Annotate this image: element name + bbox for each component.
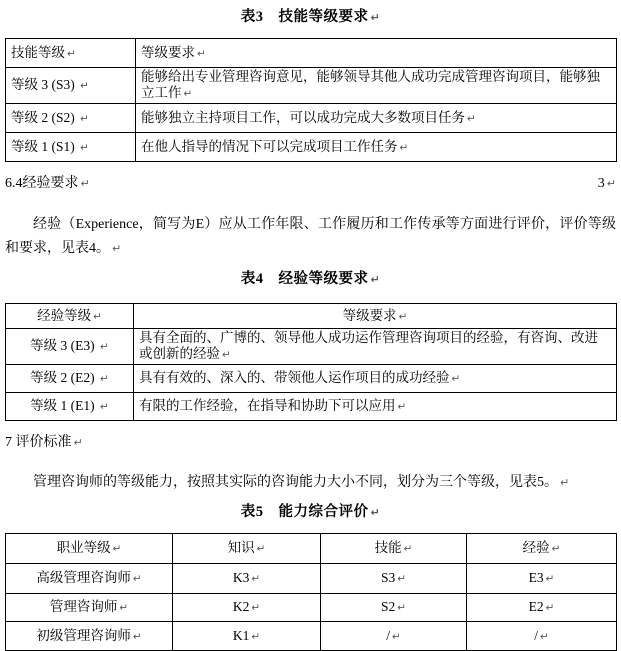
header-cell: 职业等级 ↵ — [6, 534, 173, 564]
experience-level-cell: 等级 3 (E3) ↵ — [6, 329, 134, 365]
skill-grade-cell: S2 ↵ — [321, 594, 467, 622]
skill-grade-cell: / ↵ — [321, 622, 467, 651]
paragraph-mark: ↵ — [73, 436, 83, 449]
paragraph-mark: ↵ — [100, 373, 109, 385]
header-cell: 经验等级 ↵ — [6, 304, 134, 329]
page-number: 3 ↵ — [597, 176, 616, 191]
requirement-cell: 具有全面的、广博的、领导他人成功运作管理咨询项目的经验，有咨询、改进或创新的经验 ↵ — [134, 329, 617, 365]
paragraph-mark: ↵ — [551, 543, 561, 555]
table5-caption-text: 表5 能力综合评价 — [240, 504, 369, 520]
experience-level-table — [5, 303, 617, 421]
header-cell: 知识 ↵ — [173, 534, 321, 564]
section-6-4-paragraph: 经验（Experience，简写为E）应从工作年限、工作履历和工作传承等方面进行评价，评价等级和要求，见表4。 ↵ — [5, 217, 616, 256]
requirement-cell: 在他人指导的情况下可以完成项目工作任务 ↵ — [136, 133, 617, 162]
paragraph-mark: ↵ — [391, 630, 401, 643]
table-row — [6, 329, 617, 365]
paragraph-mark: ↵ — [251, 602, 261, 614]
header-cell: 等级要求 ↵ — [136, 39, 617, 68]
knowledge-grade-cell: K1 ↵ — [173, 622, 321, 651]
header-cell: 经验 ↵ — [467, 534, 617, 564]
paragraph-mark: ↵ — [606, 177, 616, 190]
experience-grade-cell: E3 ↵ — [467, 564, 617, 594]
table-row — [6, 393, 617, 421]
table4-caption — [5, 271, 616, 287]
paragraph-mark: ↵ — [256, 543, 266, 555]
experience-level-cell: 等级 2 (E2) ↵ — [6, 365, 134, 393]
paragraph-mark: ↵ — [112, 543, 122, 555]
paragraph-mark: ↵ — [398, 310, 408, 323]
section-7-heading: 7 评价标准 ↵ — [5, 435, 83, 450]
paragraph-mark: ↵ — [93, 310, 102, 323]
paragraph-mark: ↵ — [399, 141, 409, 154]
profession-level-cell: 高级管理咨询师 ↵ — [6, 564, 173, 594]
skill-grade-cell: S3 ↵ — [321, 564, 467, 594]
table-header-row — [6, 39, 617, 68]
paragraph-mark: ↵ — [545, 602, 555, 614]
table-row — [6, 133, 617, 162]
table-header-row — [6, 534, 617, 564]
requirement-cell: 有限的工作经验，在指导和协助下可以应用 ↵ — [134, 393, 617, 421]
profession-level-cell: 管理咨询师 ↵ — [6, 594, 173, 622]
skill-level-cell: 等级 2 (S2) ↵ — [6, 104, 136, 133]
paragraph-mark: ↵ — [545, 573, 555, 585]
paragraph-mark: ↵ — [251, 630, 261, 643]
section-7-heading-row — [5, 434, 616, 451]
paragraph-mark: ↵ — [560, 476, 570, 489]
paragraph-mark: ↵ — [370, 506, 381, 519]
paragraph-mark: ↵ — [539, 630, 549, 643]
paragraph-mark: ↵ — [100, 341, 109, 353]
table-row — [6, 564, 617, 594]
paragraph-mark: ↵ — [80, 141, 89, 154]
table-header-row — [6, 304, 617, 329]
table-row — [6, 622, 617, 651]
paragraph-mark: ↵ — [67, 47, 76, 60]
section-7-paragraph: 管理咨询师的等级能力，按照其实际的咨询能力大小不同，划分为三个等级，见表5。 ↵ — [33, 475, 570, 490]
paragraph-mark: ↵ — [251, 573, 261, 585]
section-6-4-heading: 6.4经验要求 ↵ — [5, 176, 90, 191]
table5-caption — [5, 504, 616, 520]
header-cell: 技能等级 ↵ — [6, 39, 136, 68]
table3-caption-text: 表3 技能等级要求 — [240, 9, 369, 25]
paragraph-mark: ↵ — [451, 373, 461, 385]
paragraph-mark: ↵ — [197, 47, 206, 60]
paragraph-mark: ↵ — [370, 273, 381, 286]
profession-level-cell: 初级管理咨询师 ↵ — [6, 622, 173, 651]
requirement-cell: 能够独立主持项目工作，可以成功完成大多数项目任务 ↵ — [136, 104, 617, 133]
paragraph-mark: ↵ — [80, 177, 90, 190]
requirement-cell: 能够给出专业管理咨询意见，能够领导其他人成功完成管理咨询项目，能够独立工作 ↵ — [136, 68, 617, 104]
paragraph-mark: ↵ — [467, 112, 476, 125]
table4-caption-text: 表4 经验等级要求 — [240, 271, 369, 287]
paragraph-mark: ↵ — [397, 573, 407, 585]
experience-level-cell: 等级 1 (E1) ↵ — [6, 393, 134, 421]
table-row — [6, 365, 617, 393]
knowledge-grade-cell: K2 ↵ — [173, 594, 321, 622]
paragraph-mark: ↵ — [132, 630, 142, 643]
paragraph-mark: ↵ — [112, 242, 122, 255]
paragraph-mark: ↵ — [80, 112, 89, 125]
table3-caption — [5, 9, 616, 25]
header-cell: 等级要求 ↵ — [134, 304, 617, 329]
knowledge-grade-cell: K3 ↵ — [173, 564, 321, 594]
table-row — [6, 594, 617, 622]
skill-level-table — [5, 38, 617, 162]
skill-level-cell: 等级 1 (S1) ↵ — [6, 133, 136, 162]
experience-grade-cell: E2 ↵ — [467, 594, 617, 622]
table-row — [6, 68, 617, 104]
experience-grade-cell: / ↵ — [467, 622, 617, 651]
paragraph-mark: ↵ — [119, 602, 129, 614]
paragraph-mark: ↵ — [403, 543, 413, 555]
paragraph-mark: ↵ — [132, 573, 142, 585]
requirement-cell: 具有有效的、深入的、带领他人运作项目的成功经验 ↵ — [134, 365, 617, 393]
document-page — [5, 9, 616, 651]
skill-level-cell: 等级 3 (S3) ↵ — [6, 68, 136, 104]
table-row — [6, 104, 617, 133]
paragraph-mark: ↵ — [183, 88, 193, 100]
paragraph-mark: ↵ — [80, 80, 89, 92]
section-6-4-heading-row — [5, 175, 616, 192]
paragraph-mark: ↵ — [397, 401, 407, 413]
header-cell: 技能 ↵ — [321, 534, 467, 564]
paragraph-mark: ↵ — [100, 401, 109, 413]
paragraph-mark: ↵ — [370, 11, 381, 24]
paragraph-mark: ↵ — [222, 349, 231, 361]
paragraph-mark: ↵ — [397, 602, 407, 614]
capability-evaluation-table — [5, 533, 617, 651]
